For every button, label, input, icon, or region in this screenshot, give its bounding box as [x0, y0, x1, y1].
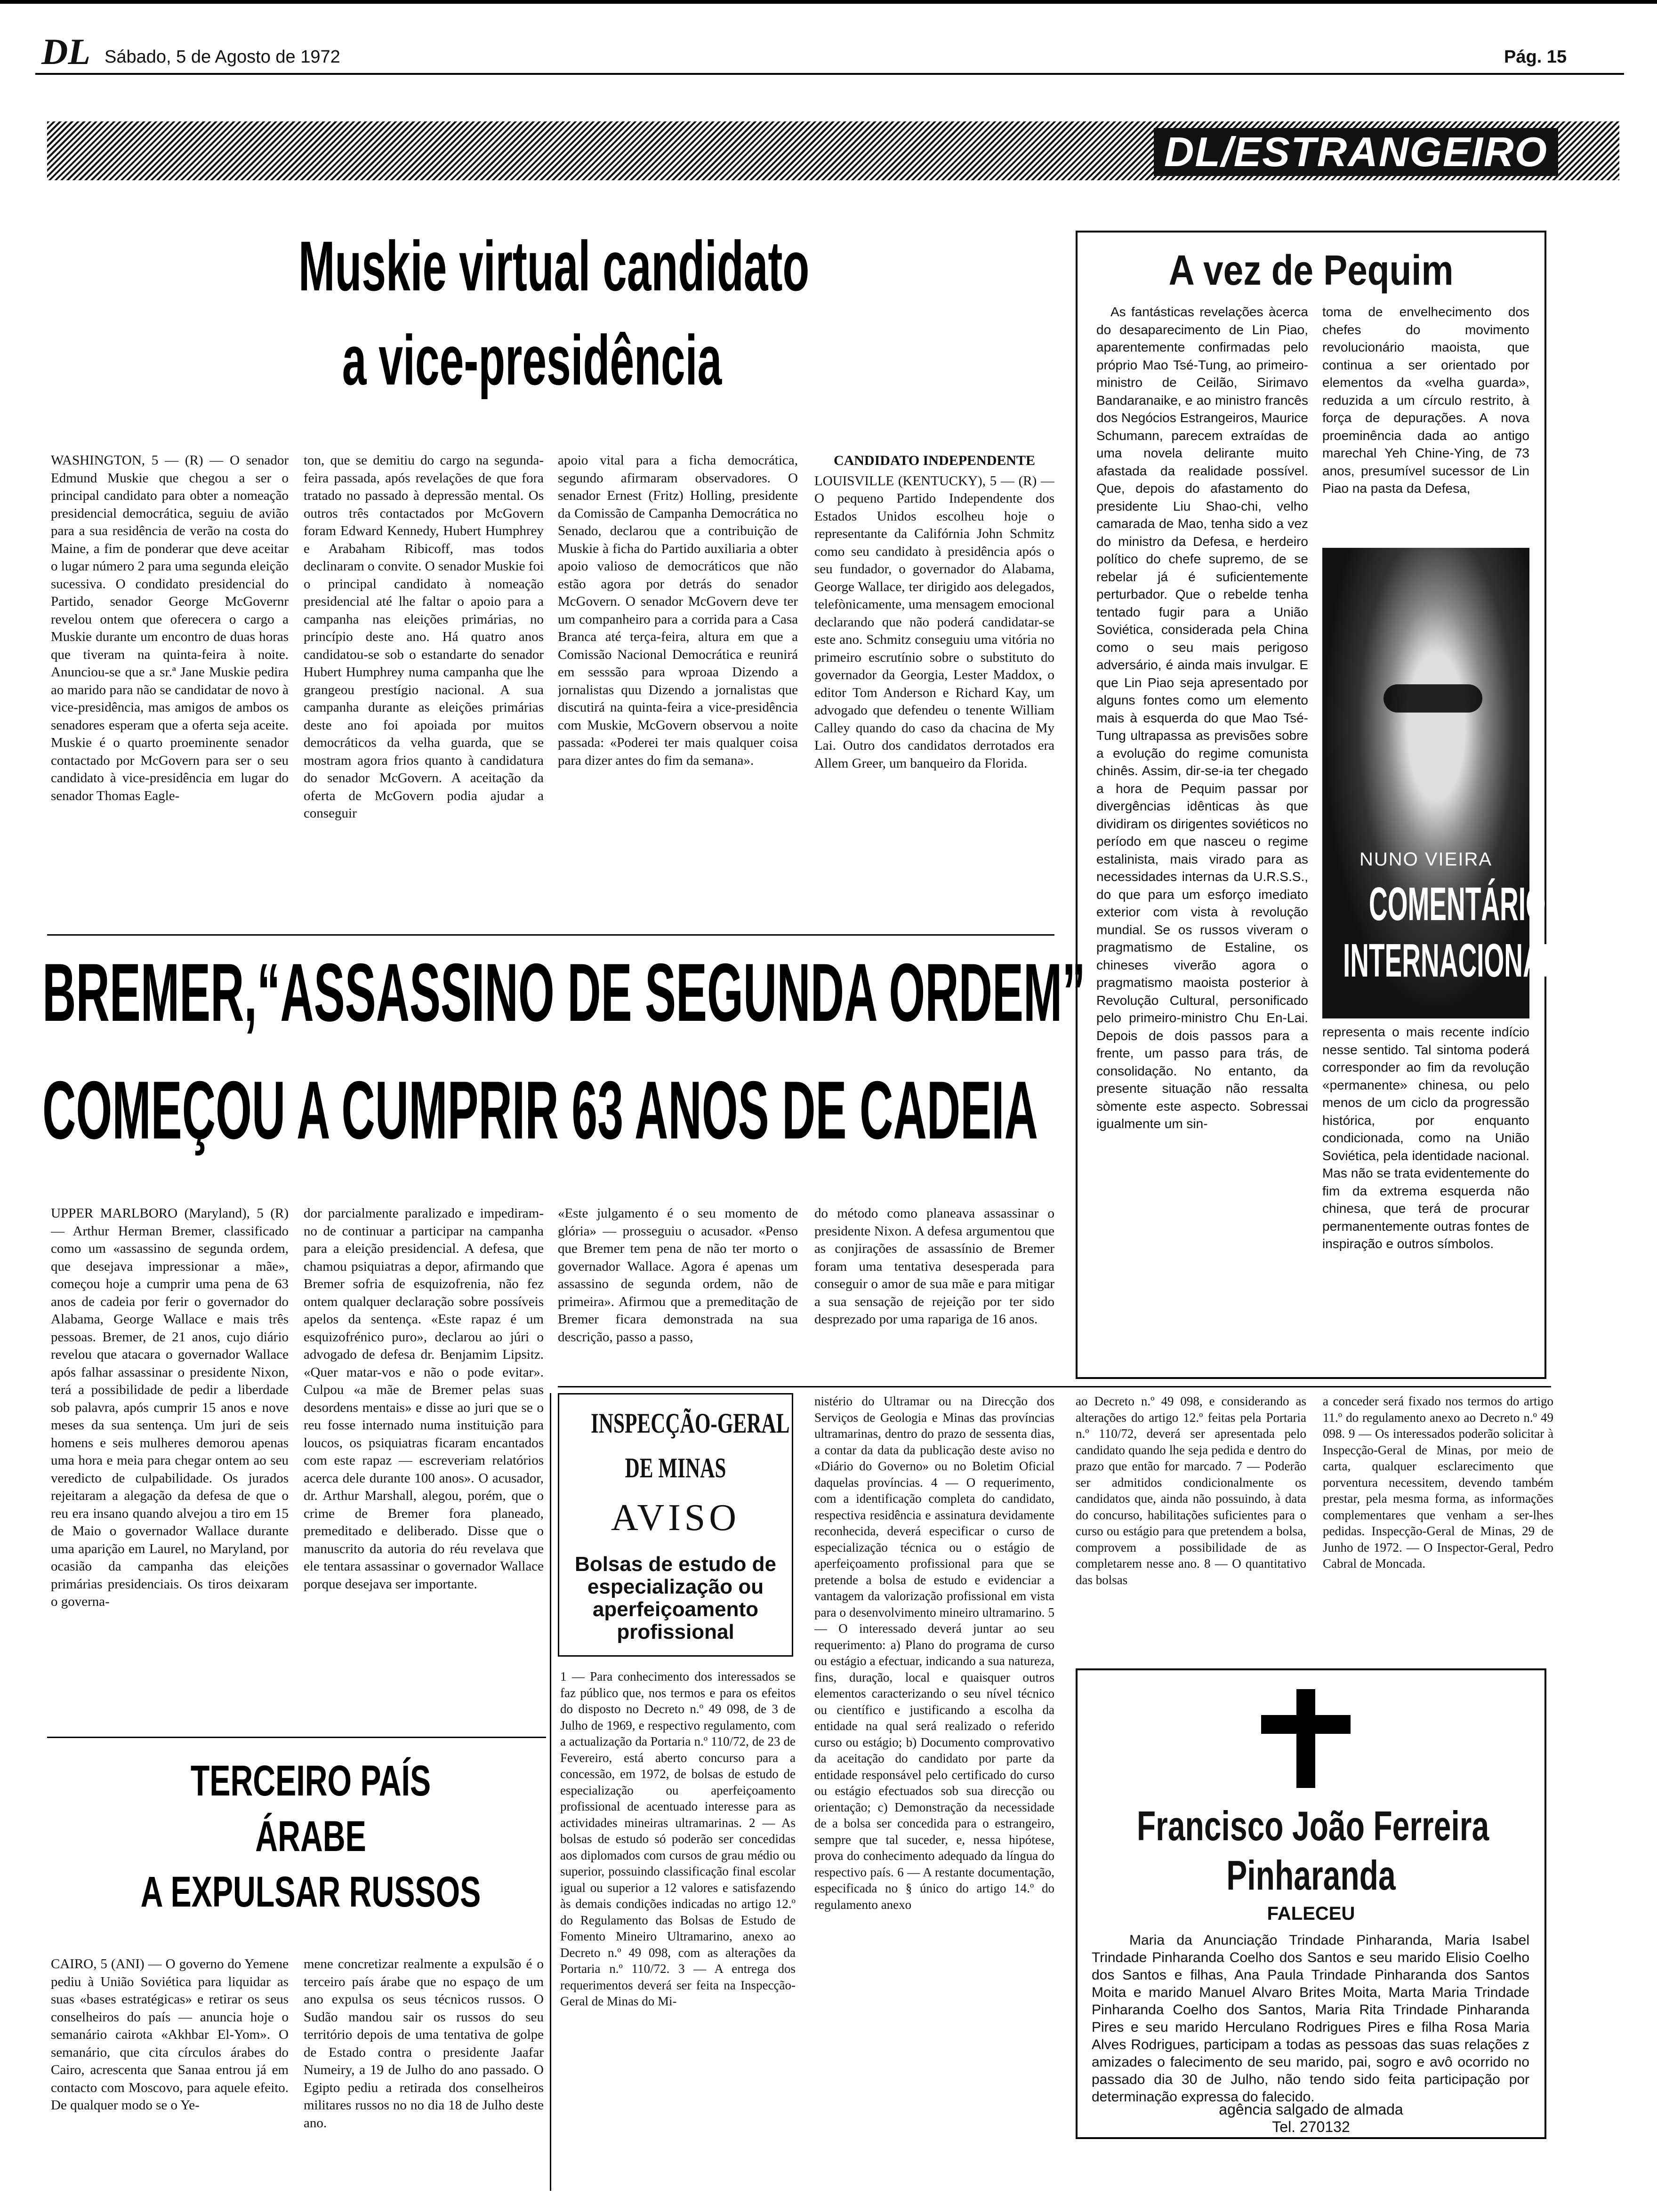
russos-headline-line2: ÁRABE	[255, 1812, 366, 1860]
pequim-col-2b: representa o mais recente indício nesse sentido. Tal sintoma poderá corresponder ao fim da revolução «permanente» chinesa, ou pelo menos de um ciclo da progressão histórica, por enquanto condicionada, como na União Soviética, pela identidade nacional. Mas não se trata evidentemente do fim da extrema esquerda não chinesa, que terá de procurar permanentemente outras fontes de inspiração e outros símbolos.	[1322, 1025, 1529, 1251]
author-glasses	[1384, 684, 1482, 713]
russos-col-2: mene concretizar realmente a expulsão é o terceiro país árabe que no espaço de um ano expulsa os seus técnicos russos. O Sudão mandou sair os russos do seu território depois de uma tentativa de golpe de Estado contra o presidente Jaafar Numeiry, a 19 de Julho do ano passado. O Egipto pediu a retirada dos conselheiros militares russos no no dia 18 de Julho deste ano.	[304, 1956, 544, 2131]
masthead	[0, 0, 1657, 82]
rule-vertical-left	[550, 1393, 551, 2191]
masthead-top-rule	[0, 0, 1657, 4]
muskie-col-1: WASHINGTON, 5 — (R) — O senador Edmund Muskie que chegou a ser o principal candidato para obter a nomeação presidencial democrática, seguiu de avião para a sua residência de verão na costa do Maine, a fim de ponderar que deve aceitar o lugar número 2 para uma segunda eleição sucessiva. O condidato presidencial do Partido, senador George McGovernr revelou ontem que oferecera o cargo a Muskie durante um encontro de duas horas que tiveram na quinta-feira à noite. Anunciou-se que a sr.ª Jane Muskie pedira ao marido para não se candidatar de novo à vice-presidência, mas amigos de ambos os senadores esperam que a oferta seja aceite. Muskie é o quarto proeminente senador contactado por McGovern para ser o seu candidato à vice-presidência em lugar do senador Thomas Eagle-	[51, 453, 289, 803]
pequim-box	[1076, 231, 1558, 1379]
aviso-col-1: 1 — Para conhecimento dos interessados se faz público que, nos termos e para os efeitos do disposto no Decreto n.º 49 098, de 3 de Julho de 1969, e respectivo regulamento, com a actualização da Portaria n.º 110/72, de 23 de Fevereiro, está aberto concurso para a concessão, em 1972, de bolsas de estudo de especialização ou aperfeiçoamento profissional de acentuado interesse para as actividades mineiras ultramarinas. 2 — As bolsas de estudo só poderão ser concedidas aos diplomados com cursos de grau médio ou superior, possuindo classificação final escolar igual ou superior a 12 valores e satisfazendo às demais condições indicadas no artigo 12.º do Regulamento das Bolsas de Estudo de Fomento Mineiro Ultramarino, anexo ao Decreto n.º 49 098, com as alterações da Portaria n.º 110/72. 3 — A entrega dos requerimentos deverá ser feita na Inspecção-Geral de Minas do Mi-	[560, 1669, 796, 2008]
obituary-agency: agência salgado de almada	[1219, 2101, 1403, 2118]
rule-bremer-bottom	[558, 1386, 1551, 1387]
russos-headline-line1: TERCEIRO PAÍS	[190, 1757, 431, 1805]
cross-icon	[1296, 1689, 1315, 1788]
masthead-date: Sábado, 5 de Agosto de 1972	[105, 47, 340, 67]
obituary-name-line1: Francisco João Ferreira	[1136, 1803, 1489, 1849]
obituary-phone: Tel. 270132	[1272, 2118, 1350, 2135]
muskie-subheading: CANDIDATO INDEPENDENTE	[833, 453, 1036, 468]
bremer-col-3: «Este julgamento é o seu momento de glória» — prosseguiu o acusador. «Penso que Bremer tem pena de não ter morto o governador Wallace. Agora é apenas um assassino de segunda ordem, não de primeira». Afirmou que a premeditação de Bremer ficara demonstrada na sua descrição, passo a passo,	[558, 1206, 798, 1345]
muskie-headline-line1: Muskie virtual candidato	[298, 226, 810, 305]
muskie-col-2: ton, que se demitiu do cargo na segunda-feira passada, após revelações de que fora tratado no passado à depressão mental. Os outros três contactados por McGovern foram Edward Kennedy, Hubert Humphrey e Arabaham Ribicoff, mas todos declinaram o convite. O senador Muskie foi o principal candidato à nomeação presidencial até lhe faltar o apoio para a campanha nas eleições primárias, no princípio deste ano. Há quatro anos candidatou-se sob o estandarte do senador Hubert Humphrey numa campanha que lhe grangeou prestígio nacional. A sua campanha durante as eleições primárias deste ano foi apoiada por muitos democráticos da velha guarda, que se mostram agora frios quanto à candidatura do senador McGovern. A aceitação da oferta de McGovern podia ajudar a conseguir	[304, 453, 544, 821]
bremer-headline-line2: COMEÇOU A CUMPRIR 63 ANOS DE CADEIA	[42, 1065, 1038, 1156]
muskie-col-3: apoio vital para a ficha democrática, segundo afirmaram observadores. O senador Ernest (Fritz) Holling, presidente da Comissão de Campanha Democrática no Senado, declarou que a contribuição de Muskie à ficha do Partido auxiliaria a obter apoio valioso de democráticos que não estão agora por detrás do senador McGovern. O senador McGovern deve ter um companheiro para a corrida para a Casa Branca até terça-feira, altura em que a Comissão Nacional Democrática e reunirá em sesssão para wproaa Dizendo a jornalistas quu Dizendo a jornalistas que discutirá na quinta-feira a vice-presidência com Muskie, McGovern observou a noite passada: «Poderei ter mais qualquer coisa para dizer antes do fim da semana».	[558, 453, 798, 768]
russos-col-1: CAIRO, 5 (ANI) — O governo do Yemene pediu à União Soviética para liquidar as suas «bases estratégicas» e retirar os seus conselheiros do país — anuncia hoje o semanário cairota «Akhbar El-Yom». O semanário, que cita círculos árabes do Cairo, acrescenta que Sanaa entrou já em contacto com Moscovo, para aquele efeito. De qualquer modo se o Ye-	[51, 1956, 289, 2113]
aviso-title: AVISO	[611, 1497, 740, 1539]
muskie-headline-line2: a vice-presidência	[342, 321, 722, 400]
aviso-org-line1: INSPECÇÃO-GERAL	[591, 1408, 790, 1439]
bremer-headline-line1: BREMER,“ASSASSINO DE SEGUNDA ORDEM”	[42, 947, 1086, 1039]
author-name: NUNO VIEIRA	[1359, 849, 1493, 870]
pequim-author-photo	[1322, 548, 1558, 1018]
pequim-col-1: As fantásticas revelações àcerca do desaparecimento de Lin Piao, aparentemente confirmadas pelo próprio Mao Tsé-Tung, ao primeiro-ministro de Ceilão, Sirimavo Bandaranaike, e ao ministro francês dos Negócios Estrangeiros, Maurice Schumann, parecem extraídas de uma novela delirante muito afastada da realidade possível. Que, depois do afastamento do presidente Liu Shao-chi, velho camarada de Mao, tenha sido a vez do ministro da Defesa, e herdeiro político do chefe supremo, de se rebelar já é suficientemente perturbador. Que o rebelde tenha tentado fugir para a União Soviética, considerada pela China como o seu mais perigoso adversário, é ainda mais invulgar. E que Lin Piao seja apresentado por alguns fontes como um elemento mais à esquerda do que Mao Tsé-Tung ultrapassa as previsões sobre a evolução do regime comunista chinês. Assim, dir-se-ia ter chegado a hora de Pequim passar por divergências idênticas às que dividiram os dirigentes soviéticos no período em que nasceu o regime estalinista, mais virado para as necessidades internas da U.R.S.S., do que para um esforço imediato exterior com vista à revolução mundial. Se os russos viveram o pragmatismo de Estaline, os chineses viverão agora o pragmatismo maoista posterior à Revolução Cultural, personificado pelo primeiro-ministro Chu En-Lai. Depois de dois passos para a frente, um passo para trás, de consolidação. No entanto, da presente situação não ressalta sòmente este aspecto. Sobressai igualmente um sin-	[1096, 305, 1308, 1131]
section-banner-title: DL/ESTRANGEIRO	[1154, 128, 1558, 176]
obituary-box	[1076, 1668, 1546, 2139]
rule-russos-top	[47, 1737, 546, 1738]
bremer-col-2: dor parcialmente paralizado e impediram-no de continuar a participar na campanha para a eleição presidencial. A defesa, que chamou psiquiatras a depor, afirmando que Bremer sofria de esquizofrenia, não fez ontem qualquer declaração sobre possíveis apelos da sentença. «Este rapaz é um esquizofrénico puro», declarou ao júri o advogado de defesa dr. Benjamim Lipsitz. «Quer matar-vos e não o pode evitar». Culpou «a mãe de Bremer pelas suas desordens mentais» e disse ao juri que se o reu fosse internado numa instituição para loucos, os psiquiatras ficaram encantados com este rapaz — escreveriam relatórios acerca dele durante 100 anos». O acusador, dr. Arthur Marshall, alegou, porém, que o crime de Bremer fora planeado, premeditado e deliberado. Disse que o manuscrito da autoria do réu revelava que ele tentara assassinar o governador Wallace porque desejava ser importante.	[304, 1206, 544, 1592]
aviso-subtitle: Bolsas de estudo de especialização ou aperfeiçoamento profissional	[575, 1553, 776, 1643]
pequim-headline: A vez de Pequim	[1168, 247, 1454, 294]
aviso-col-3: ao Decreto n.º 49 098, e considerando as alterações do artigo 12.º feitas pela Portaria n.º 110/72, deverá ser apresentada pelo candidato quando lhe seja pedida e dentro do prazo que então for marcado. 7 — Poderão ser admitidos condicionalmente os candidatos que, ainda não possuindo, à data do concurso, habilitações suficientes para o curso ou estágio para que pretendem a bolsa, comprovem a possibilidade de as completarem nesse ano. 8 — O quantitativo das bolsas	[1076, 1394, 1306, 1587]
muskie-col-4: CANDIDATO INDEPENDENTE LOUISVILLE (KENTUCKY), 5 — (R) — O pequeno Partido Independente dos Estados Unidos escolheu hoje o representante da Califórnia John Schmitz como seu candidato à presidência após o seu fundador, o governador do Alabama, George Wallace, ter dirigido aos delegados, telefònicamente, uma mensagem emocional declarando que não poderá candidatar-se este ano. Schmitz conseguiu uma vitória no primeiro escrutínio sobre o substituto do governador da Georgia, Lester Maddox, o editor Tom Anderson e Richard Kay, um advogado que defendeu o tenente William Calley quando do caso da chacina de My Lai. Outro dos candidatos derrotados era Allem Greer, um banqueiro da Florida.	[814, 453, 1054, 771]
aviso-col-4: a conceder será fixado nos termos do artigo 11.º do regulamento anexo ao Decreto n.º 49 098. 9 — Os interessados poderão solicitar à Inspecção-Geral de Minas, por meio de carta, qualquer esclarecimento que porventura necessitem, devendo também prestar, pela mesma forma, as informações complementares que venham a ser-lhes pedidas. Inspecção-Geral de Minas, 29 de Junho de 1972. — O Inspector-Geral, Pedro Cabral de Moncada.	[1323, 1394, 1553, 1571]
masthead-rule	[35, 73, 1624, 75]
bremer-col-1: UPPER MARLBORO (Maryland), 5 (R) — Arthur Herman Bremer, classificado como um «assassino de segunda ordem, que desejava impressionar a mãe», começou hoje a cumprir uma pena de 63 anos de cadeia por ferir o governador do Alabama, George Wallace e mais três pessoas. Bremer, de 21 anos, cujo diário revelou que atacara o governador Wallace após falhar assassinar o presidente Nixon, terá a possibilidade de pedir a liberdade sob palavra, após cumprir 15 anos e nove meses da sua sentença. Um juri de seis homens e seis mulheres demorou apenas uma hora e meia para chegar ontem ao seu veredicto de culpabilidade. Os jurados rejeitaram a alegação da defesa de que o reu era insano quando alvejou a tiro em 15 de Maio o governador Wallace durante uma aparição em Laurel, no Maryland, por ocasião da campanha das eleições primárias presidenciais. Os tiros deixaram o governa-	[51, 1206, 289, 1609]
rubric-line1: COMENTÁRIO	[1369, 878, 1546, 930]
page-number: Pág. 15	[1504, 47, 1567, 67]
section-banner	[47, 121, 1619, 180]
obituary-status: FALECEU	[1267, 1903, 1355, 1924]
bremer-col-4: do método como planeava assassinar o presidente Nixon. A defesa argumentou que as conjirações de assassínio de Bremer foram uma tentativa desesperada para conseguir o amor de sua mãe e para mitigar a sua sensação de rejeição por ter sido desprezado por uma rapariga de 16 anos.	[814, 1206, 1054, 1327]
obituary-text: Maria da Anunciação Trindade Pinharanda, Maria Isabel Trindade Pinharanda Coelho dos Santos e seu marido Elisio Coelho dos Santos e filhas, Ana Paula Trindade Pinharanda dos Santos Moita e marido Manuel Alvaro Brites Moita, Marta Maria Trindade Pinharanda Coelho dos Santos, Maria Rita Trindade Pinharanda Pires e seu marido Herculano Rodrigues Pires e filha Rosa Maria Alves Rodrigues, participam a todas as pessoas das suas relações z amizades o falecimento de seu marido, pai, sogro e avô ocorrido no passado dia 30 de Julho, não tendo sido feita participação por determinação expressa do falecido.	[1092, 1932, 1529, 2105]
rule-muskie-bottom	[47, 934, 1054, 936]
aviso-col-2: nistério do Ultramar ou na Direcção dos Serviços de Geologia e Minas das províncias ultramarinas, dentro do prazo de sessenta dias, a contar da data da publicação deste aviso no «Diário do Governo» ou no Boletim Oficial daquelas províncias. 4 — O requerimento, com a identificação completa do candidato, respectiva residência e assinatura devidamente reconhecida, deverá especificar o curso de especialização técnica ou o estágio de aperfeiçoamento profissional para que se pretende a bolsa de estudo e evidenciar a vantagem da valorização profissional em vista para o desenvolvimento mineiro ultramarino. 5 — O interessado deverá juntar ao seu requerimento: a) Plano do programa de curso ou estágio a efectuar, indicando a sua natureza, fins, duração, local e quaisquer outros elementos caracterizando o seu nível técnico ou científico e justificando a escolha da entidade na qual será realizado o referido curso ou estágio; b) Documento comprovativo da aceitação do candidato por parte da entidade responsável pelo certificado do curso ou estágio efectuados sob sua direcção ou orientação; c) Demonstração da necessidade de a bolsa ser concedida para o estrangeiro, sempre que tal suceder, e, nessa hipótese, prova do conhecimento adequado da língua do respectivo país. 6 — A restante documentação, especificada no § único do artigo 14.º do regulamento anexo	[814, 1394, 1054, 1912]
rubric-line2: INTERNACIONAL	[1343, 934, 1558, 987]
cross-icon-arm	[1261, 1715, 1351, 1734]
obituary-name-line2: Pinharanda	[1226, 1852, 1396, 1899]
russos-headline-line3: A EXPULSAR RUSSOS	[140, 1868, 481, 1916]
pequim-col-2: toma de envelhecimento dos chefes do movimento revolucionário maoista, que continua a ser orientado por elementos da «velha guarda», reduzida a um círculo restrito, à força de depurações. A nova proeminência dada ao antigo marechal Yeh Chine-Ying, de 73 anos, presumível sucessor de Lin Piao na pasta da Defesa,	[1322, 305, 1529, 496]
aviso-org-line2: DE MINAS	[625, 1452, 726, 1483]
masthead-logo: DL	[41, 31, 90, 72]
